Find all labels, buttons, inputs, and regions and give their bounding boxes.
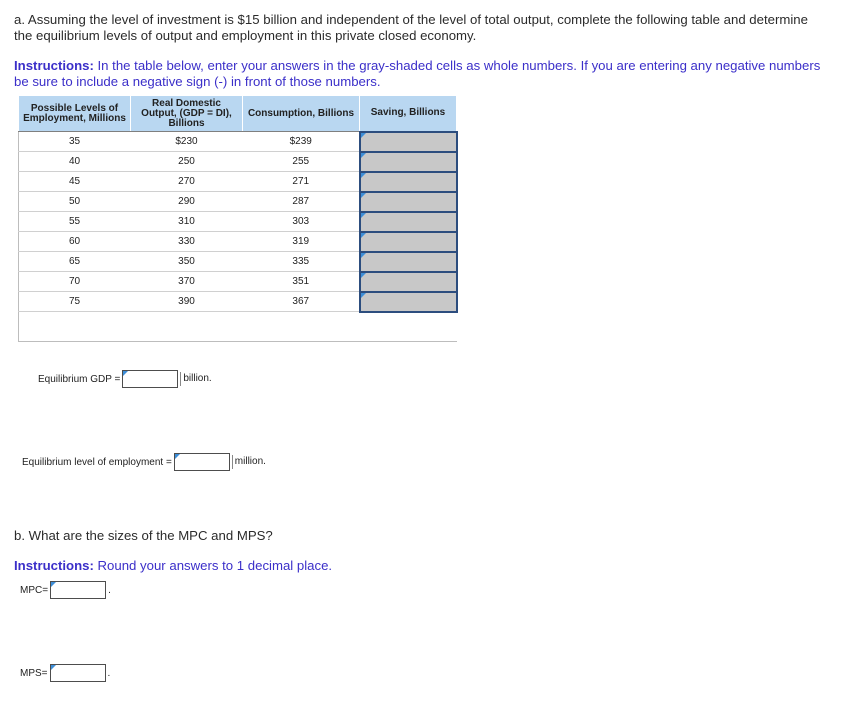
blank-cell xyxy=(19,312,131,342)
equilibrium-employment-unit: million. xyxy=(232,455,266,469)
input-flag-icon xyxy=(51,665,56,670)
employment-cell: 75 xyxy=(19,292,131,312)
consumption-cell: 351 xyxy=(243,272,360,292)
saving-input-cell[interactable] xyxy=(360,252,457,272)
mpc-period: . xyxy=(108,584,111,596)
header-employment: Possible Levels of Employment, Millions xyxy=(19,96,131,132)
saving-input-cell[interactable] xyxy=(360,292,457,312)
consumption-cell: 287 xyxy=(243,192,360,212)
consumption-cell: 303 xyxy=(243,212,360,232)
header-consumption: Consumption, Billions xyxy=(243,96,360,132)
consumption-cell: 319 xyxy=(243,232,360,252)
input-flag-icon xyxy=(361,173,366,178)
economy-table xyxy=(18,95,458,342)
gdp-cell: 390 xyxy=(131,292,243,312)
gdp-cell: 350 xyxy=(131,252,243,272)
equilibrium-gdp-field xyxy=(38,370,212,388)
blank-cell xyxy=(131,312,243,342)
part-b-instructions xyxy=(14,558,834,574)
saving-input-cell[interactable] xyxy=(360,232,457,252)
equilibrium-gdp-input[interactable] xyxy=(122,370,178,388)
gdp-cell: 310 xyxy=(131,212,243,232)
equilibrium-employment-label: Equilibrium level of employment = xyxy=(22,456,172,468)
employment-cell: 40 xyxy=(19,152,131,172)
table-row xyxy=(19,192,457,212)
input-flag-icon xyxy=(361,253,366,258)
input-flag-icon xyxy=(51,582,56,587)
mps-period: . xyxy=(107,667,111,679)
part-a-question: a. Assuming the level of investment is $15 billion and independent of the level of total output, complete the following table and determine the equilibrium levels of output and employment in this private closed economy. xyxy=(14,12,808,43)
saving-input-cell[interactable] xyxy=(360,192,457,212)
employment-cell: 55 xyxy=(19,212,131,232)
saving-input-cell[interactable] xyxy=(360,212,457,232)
blank-cell xyxy=(360,312,457,342)
input-flag-icon xyxy=(361,273,366,278)
table-row xyxy=(19,212,457,232)
employment-cell: 70 xyxy=(19,272,131,292)
consumption-cell: 255 xyxy=(243,152,360,172)
input-flag-icon xyxy=(361,133,366,138)
gdp-cell: 330 xyxy=(131,232,243,252)
input-flag-icon xyxy=(361,233,366,238)
consumption-cell: 367 xyxy=(243,292,360,312)
table-row xyxy=(19,232,457,252)
table-row xyxy=(19,172,457,192)
input-flag-icon xyxy=(361,193,366,198)
table-row xyxy=(19,272,457,292)
consumption-cell: 335 xyxy=(243,252,360,272)
employment-cell: 60 xyxy=(19,232,131,252)
input-flag-icon xyxy=(361,153,366,158)
gdp-cell: 270 xyxy=(131,172,243,192)
mpc-label: MPC= xyxy=(20,584,49,596)
instructions-label: Instructions: xyxy=(14,58,94,73)
gdp-cell: 290 xyxy=(131,192,243,212)
table-row xyxy=(19,292,457,312)
employment-cell: 45 xyxy=(19,172,131,192)
saving-input-cell[interactable] xyxy=(360,152,457,172)
equilibrium-gdp-unit: billion. xyxy=(180,372,211,386)
employment-cell: 50 xyxy=(19,192,131,212)
input-flag-icon xyxy=(361,293,366,298)
equilibrium-employment-field xyxy=(22,453,266,471)
table-row xyxy=(19,152,457,172)
table-row xyxy=(19,132,457,152)
header-saving: Saving, Billions xyxy=(360,96,457,132)
blank-cell xyxy=(243,312,360,342)
input-flag-icon xyxy=(123,371,128,376)
consumption-cell: $239 xyxy=(243,132,360,152)
consumption-cell: 271 xyxy=(243,172,360,192)
equilibrium-employment-input[interactable] xyxy=(174,453,230,471)
gdp-cell: $230 xyxy=(131,132,243,152)
table-blank-row xyxy=(19,312,457,342)
mps-field xyxy=(20,664,110,682)
gdp-cell: 250 xyxy=(131,152,243,172)
part-b-instructions-label: Instructions: xyxy=(14,558,94,573)
part-b-question: b. What are the sizes of the MPC and MPS? xyxy=(14,528,273,543)
employment-cell: 35 xyxy=(19,132,131,152)
mpc-field xyxy=(20,581,111,599)
gdp-cell: 370 xyxy=(131,272,243,292)
saving-input-cell[interactable] xyxy=(360,272,457,292)
input-flag-icon xyxy=(175,454,180,459)
header-gdp: Real Domestic Output, (GDP = DI), Billions xyxy=(131,96,243,132)
employment-cell: 65 xyxy=(19,252,131,272)
input-flag-icon xyxy=(361,213,366,218)
saving-input-cell[interactable] xyxy=(360,132,457,152)
mps-input[interactable] xyxy=(50,664,106,682)
part-b-instructions-text: Round your answers to 1 decimal place. xyxy=(93,558,333,573)
equilibrium-gdp-label: Equilibrium GDP = xyxy=(38,373,121,385)
mps-label: MPS= xyxy=(20,667,48,679)
mpc-input[interactable] xyxy=(50,581,106,599)
part-a-instructions xyxy=(14,58,834,90)
instructions-text: In the table below, enter your answers in the gray-shaded cells as whole numbers. If you are entering any negative numbers be sure to include a negative sign (-) in front of those numbers. xyxy=(14,58,821,89)
saving-input-cell[interactable] xyxy=(360,172,457,192)
table-row xyxy=(19,252,457,272)
